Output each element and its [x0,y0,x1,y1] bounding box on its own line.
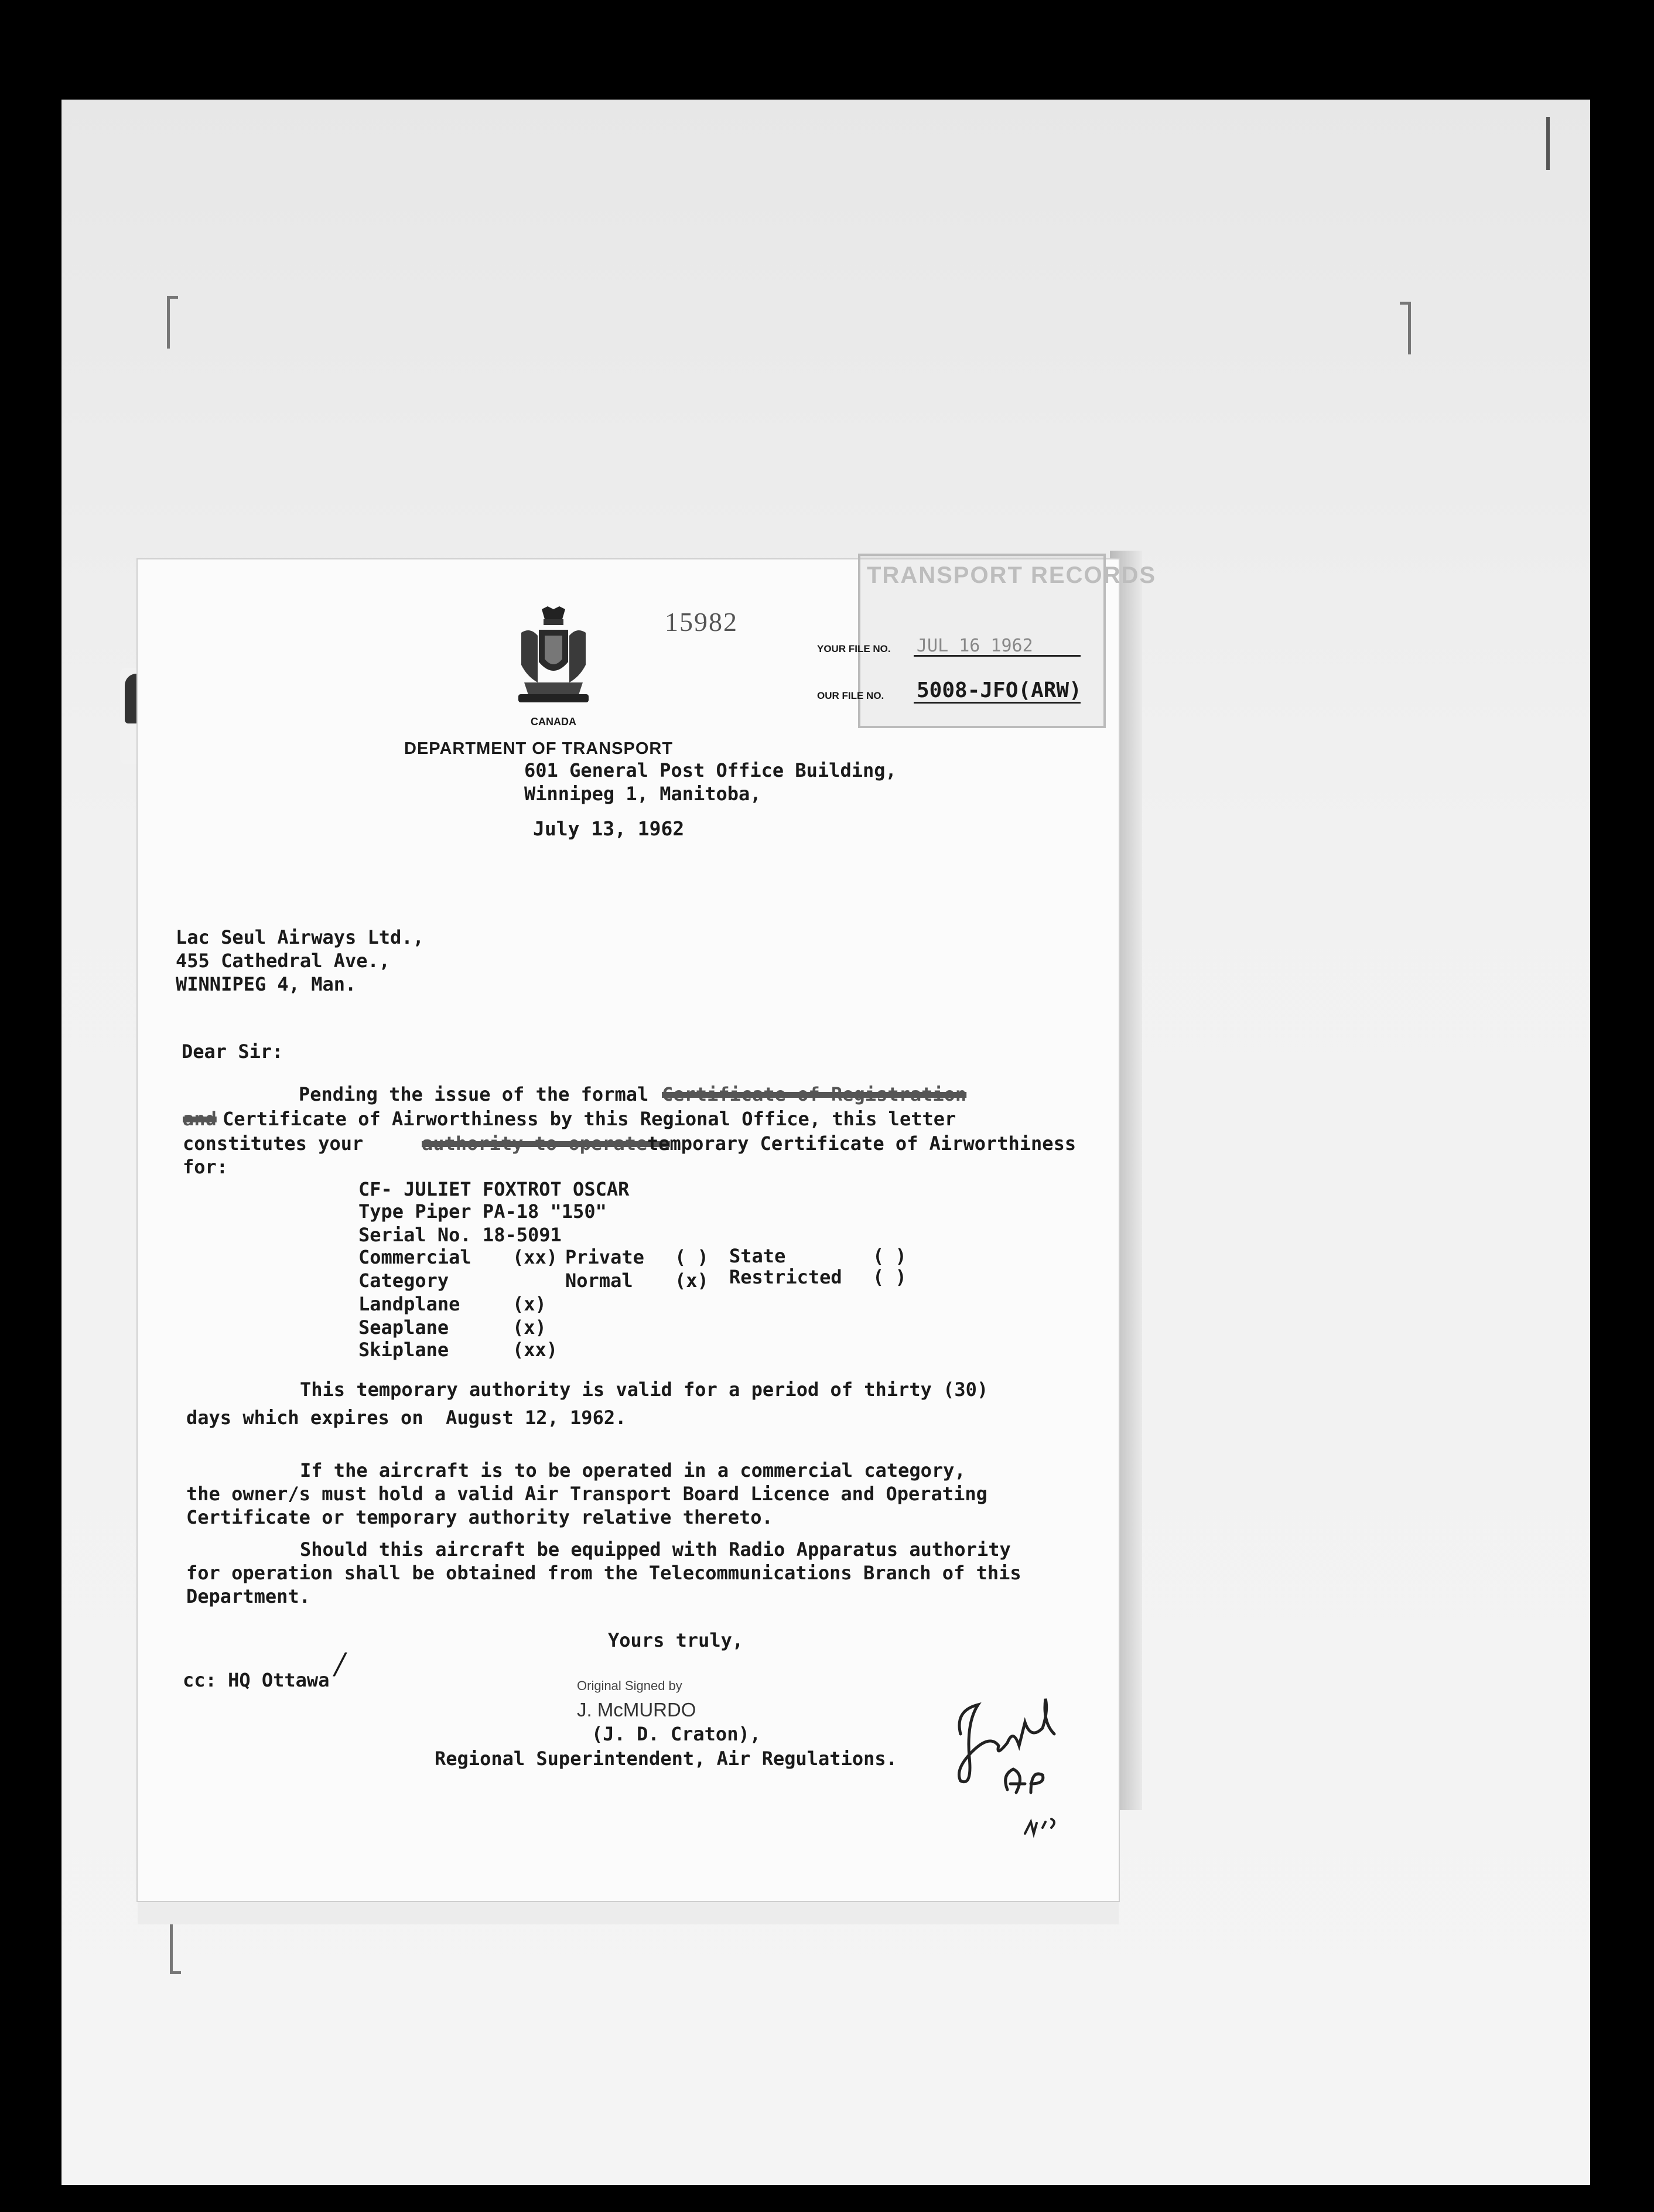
landplane-label: Landplane [358,1293,460,1315]
paragraph4-line1: Should this aircraft be equipped with Radio Apparatus authority [300,1538,1011,1561]
aircraft-registration: CF- JULIET FOXTROT OSCAR [358,1178,630,1200]
crop-mark-top-right [1400,302,1411,354]
our-file-label: OUR FILE NO. [817,690,884,701]
recipient-line1: Lac Seul Airways Ltd., [176,926,424,948]
commercial-box: (xx) [512,1246,558,1268]
state-box: ( ) [873,1245,907,1267]
paragraph1-line4: for: [183,1156,228,1178]
paragraph3-line3: Certificate or temporary authority relative thereto. [186,1506,773,1528]
skiplane-box: (xx) [512,1339,558,1361]
valediction: Yours truly, [608,1629,744,1651]
received-stamp-text: TRANSPORT RECORDS [867,562,1157,588]
crop-mark-bottom-left [170,1921,181,1974]
recipient-line3: WINNIPEG 4, Man. [176,973,357,995]
restricted-label: Restricted [729,1266,842,1288]
private-label: Private [565,1246,644,1268]
country-label: CANADA [531,716,576,728]
paragraph4-line3: Department. [186,1585,310,1607]
cc-check-mark: / [335,1647,345,1681]
seaplane-label: Seaplane [358,1316,449,1339]
state-label: State [729,1245,786,1267]
stamp-signer-name: J. McMURDO [577,1699,696,1721]
salutation: Dear Sir: [182,1040,283,1063]
commercial-label: Commercial [358,1246,471,1268]
signer-title: Regional Superintendent, Air Regulations. [435,1747,897,1770]
original-signed-stamp: Original Signed by [577,1678,682,1693]
paragraph4-line2: for operation shall be obtained from the Telecommunications Branch of this [186,1562,1021,1584]
aircraft-type: Type Piper PA-18 "150" [358,1200,607,1223]
recipient-line2: 455 Cathedral Ave., [176,950,391,972]
private-box: ( ) [675,1246,709,1268]
restricted-box: ( ) [873,1266,907,1288]
paragraph1-line3a: constitutes your [183,1132,364,1155]
paragraph2-line1: This temporary authority is valid for a period of thirty (30) [300,1378,989,1401]
aircraft-serial: Serial No. 18-5091 [358,1224,562,1246]
crop-mark-top-left [167,296,178,349]
skiplane-label: Skiplane [358,1339,449,1361]
your-file-value: JUL 16 1962 [917,636,1033,656]
paragraph3-line1: If the aircraft is to be operated in a commercial category, [300,1459,966,1482]
struck-text-3: authority to operate a [422,1132,670,1155]
struck-text-2: and [183,1108,217,1130]
letter-date: July 13, 1962 [533,817,685,840]
paragraph3-line2: the owner/s must hold a valid Air Transport Board Licence and Operating [186,1483,987,1505]
frame-edge-mark [1540,117,1550,170]
struck-text-1: Certificate of Registration [662,1083,967,1105]
handwritten-noted-annotation [943,1687,1084,1857]
signer-name: (J. D. Craton), [592,1723,761,1745]
office-address-line1: 601 General Post Office Building, [524,759,897,781]
landplane-box: (x) [512,1293,546,1315]
paragraph1-line3b: temporary Certificate of Airworthiness [647,1132,1077,1155]
paragraph2-line2: days which expires on August 12, 1962. [186,1407,627,1429]
department-title: DEPARTMENT OF TRANSPORT [404,739,674,758]
paragraph1-line2: Certificate of Airworthiness by this Regional Office, this letter [223,1108,956,1130]
normal-label: Normal [565,1269,633,1292]
your-file-label: YOUR FILE NO. [817,643,891,654]
office-address-line2: Winnipeg 1, Manitoba, [524,783,761,805]
paragraph1-line1: Pending the issue of the formal [299,1083,649,1105]
normal-box: (x) [675,1269,709,1292]
seaplane-box: (x) [512,1316,546,1339]
category-label: Category [358,1269,449,1292]
carbon-copy: cc: HQ Ottawa [183,1669,330,1691]
reference-number: 15982 [665,607,738,637]
our-file-value: 5008-JFO(ARW) [917,678,1082,702]
coat-of-arms-icon [515,606,592,706]
